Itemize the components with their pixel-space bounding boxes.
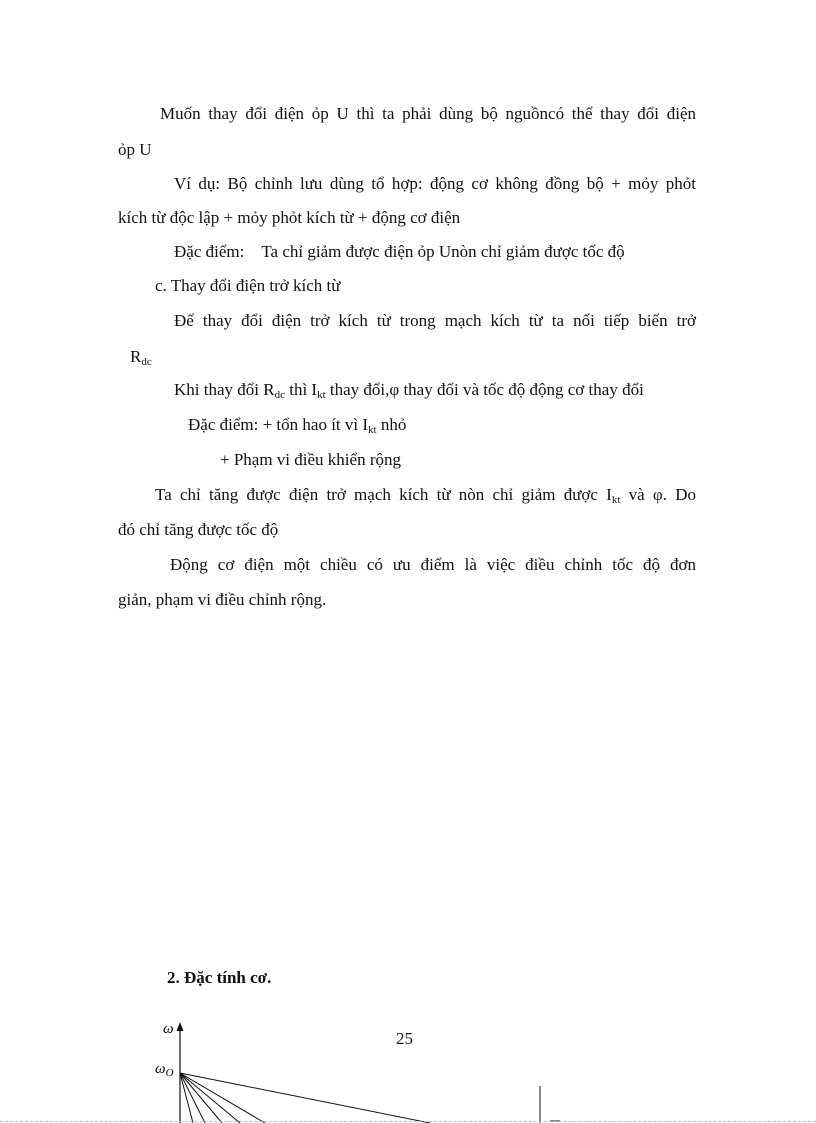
origin-label: $\omega_O$ <box>155 1061 174 1079</box>
paragraph-line: Động cơ điện một chiều có ưu điểm là việc điều chỉnh tốc độ đơn <box>170 555 696 574</box>
paragraph-line: đó chỉ tăng được tốc độ <box>118 520 279 539</box>
paragraph-line: kích từ độc lập + mỏy phỏt kích từ + động cơ điện <box>118 208 461 227</box>
paragraph-line: Đặc điểm: Ta chỉ giảm được điện ỏp Unòn chỉ giảm được tốc độ <box>174 242 625 261</box>
origin-sub: O <box>165 1067 174 1079</box>
y-axis-arrow <box>177 1022 184 1031</box>
paragraph-line: Đặc điểm: + tổn hao ít vì $I_{kt}$ nhỏ <box>188 415 407 436</box>
section-heading: 2. Đặc tính cơ. <box>167 968 272 987</box>
paragraph-line: ỏp U <box>118 140 152 159</box>
paragraph-line: Khi thay đổi $R_{dc}$ thì $I_{kt}$ thay đổi,φ thay đổi và tốc độ động cơ thay đổi <box>174 380 644 401</box>
paragraph-line: + Phạm vi điều khiển rộng <box>220 450 401 469</box>
y-axis-label: ω <box>163 1021 174 1037</box>
paragraph-line: giản, phạm vi điều chỉnh rộng. <box>118 590 327 609</box>
characteristic-line <box>180 1073 430 1123</box>
paragraph-line: Ta chỉ tăng được điện trở mạch kích từ nòn chỉ giảm được $I_{kt}$ và φ. Do <box>155 485 696 506</box>
paragraph-line: Ví dụ: Bộ chỉnh lưu dùng tổ hợp: động cơ không đồng bộ + mỏy phỏt <box>174 174 696 193</box>
paragraph-line: $R_{dc}$ <box>130 347 152 368</box>
page-separator <box>0 1121 816 1122</box>
paragraph-line: Muốn thay đổi điện ỏp U thì ta phải dùng bộ nguồncó thể thay đổi điện <box>160 104 696 123</box>
page-number: 25 <box>396 1029 413 1048</box>
paragraph-line: Để thay đổi điện trở kích từ trong mạch kích từ ta nối tiếp biến trở <box>174 311 696 330</box>
subsection-heading: c. Thay đổi điện trở kích từ <box>155 276 341 295</box>
label-dac-diem: Đặc điểm: <box>174 242 245 261</box>
characteristic-line <box>180 1073 240 1123</box>
